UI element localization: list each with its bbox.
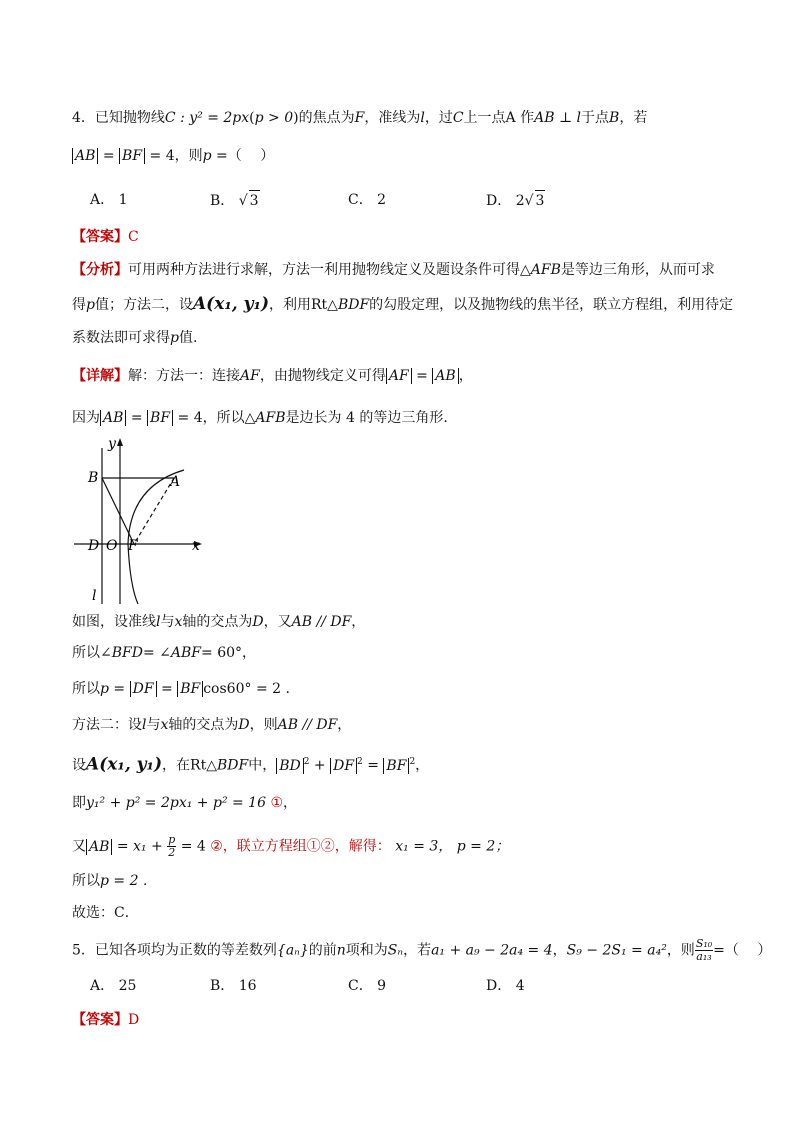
- q4-step7: 又 AB = x₁ + $\frac{p}{2}$ = 4 ②，联立方程组①②，解得： x₁ = 3， p = 2；: [72, 833, 510, 859]
- answer-blank: （ ）: [227, 148, 275, 164]
- q4-parabola-eq: C : y² = 2px: [164, 110, 250, 126]
- point-a-coords: A(x₁, y₁): [192, 294, 269, 314]
- q4-option-d: D． 2√ 3: [486, 190, 545, 211]
- q5-stem: 5．已知各项均为正数的等差数列{aₙ}的前n项和为Sₙ，若a₁ + a₉ − 2a₄ = 4，S₉ − 2S₁ = a₄²，则 $\frac{\text{S₁₀}}{\text{a₁₃}}$ =（ ）: [72, 937, 772, 963]
- answer-label: 【答案】: [72, 229, 128, 245]
- label-f: F: [128, 538, 138, 554]
- q4-stem-text: ，准线为: [364, 110, 421, 126]
- q4-detail-line2: 因为 AB = BF = 4，所以△AFB是边长为 4 的等边三角形.: [72, 410, 448, 426]
- q4-stem-text: 的焦点为: [298, 110, 355, 126]
- q4-curve: C: [452, 110, 464, 126]
- eq-4: = 4: [149, 148, 175, 164]
- detail-label: 【详解】: [72, 368, 128, 384]
- point-a-coords: A(x₁, y₁): [86, 754, 163, 775]
- label-a: A: [170, 474, 181, 490]
- q4-stem-line1: [72, 108, 647, 128]
- label-d: D: [88, 538, 100, 554]
- parabola-curve: [128, 470, 184, 604]
- q4-step9: 故选：C．: [72, 905, 139, 921]
- label-x: x: [192, 538, 200, 554]
- q4-option-a: A． 1: [90, 192, 128, 208]
- q4-step5: 设A(x₁, y₁)，在Rt△BDF中， BD $^2$ + DF $^2$ = BF $^2$，: [72, 754, 430, 775]
- label-y: y: [108, 436, 116, 452]
- abs-bf: BF: [119, 148, 145, 164]
- fraction-s10-a13: $\frac{\text{S₁₀}}{\text{a₁₃}}$: [695, 937, 713, 963]
- answer-value: D: [128, 1012, 140, 1028]
- q4-analysis-line2: 得p值；方法二，设A(x₁, y₁)，利用Rt△BDF的勾股定理，以及抛物线的焦半径，联立方程组，利用待定: [72, 294, 734, 314]
- q5-option-c: C． 9: [348, 978, 387, 994]
- q4-detail-line1: 【详解】解：方法一：连接AF，由抛物线定义可得 AF = AB ，: [72, 368, 473, 384]
- q4-step8: 所以p = 2 .: [72, 873, 148, 889]
- fraction-p-2: $\frac{p}{2}$: [168, 833, 176, 859]
- answer-label: 【答案】: [72, 1012, 128, 1028]
- q4-stem-text: ，若: [619, 110, 648, 126]
- q4-option-c: C． 2: [348, 192, 387, 208]
- segment-af: [134, 478, 174, 544]
- q5-answer-line: [72, 1010, 139, 1030]
- answer-value: C: [128, 229, 139, 245]
- q4-step2: 所以∠BFD= ∠ABF= 60°，: [72, 645, 257, 661]
- paren-left: (: [249, 110, 255, 126]
- q4-analysis-line1: 【分析】可用两种方法进行求解，方法一利用抛物线定义及题设条件可得△AFB是等边三角形，从而可求: [72, 262, 715, 278]
- q5-option-d: D． 4: [486, 978, 525, 994]
- q4-stem-text: 4．已知抛物线: [72, 110, 165, 126]
- q5-option-b: B． 16: [210, 978, 257, 994]
- analysis-label: 【分析】: [72, 262, 128, 278]
- q4-point-b: B: [609, 110, 620, 126]
- label-l: l: [92, 588, 97, 604]
- q4-step4: 方法二：设l与x轴的交点为D，则AB // DF，: [72, 717, 352, 733]
- parabola-figure: [70, 436, 210, 606]
- paren-right: ): [293, 110, 299, 126]
- q4-step3: 所以p = DF = BF cos60° = 2 .: [72, 681, 290, 697]
- abs-ab: AB: [72, 148, 98, 164]
- q4-stem-text: ，过: [424, 110, 453, 126]
- q4-step6: 即y₁² + p² = 2px₁ + p² = 16 ①，: [72, 795, 298, 811]
- q4-answer-line: [72, 227, 139, 247]
- q4-directrix: l: [420, 110, 425, 126]
- y-axis-arrow: [117, 438, 123, 446]
- label-b: B: [88, 470, 99, 486]
- q4-option-b: B． √ 3: [210, 190, 260, 211]
- p-eq: p =: [202, 148, 228, 164]
- q4-step1: 如图，设准线l与x轴的交点为D，又AB // DF，: [72, 614, 366, 630]
- q4-stem-text: ，则: [174, 148, 203, 164]
- segment-bf: [102, 478, 134, 544]
- q4-focus: F: [354, 110, 365, 126]
- q4-stem-text: 上一点A 作: [463, 110, 535, 126]
- q4-stem-text: 于点: [581, 110, 610, 126]
- q5-option-a: A． 25: [90, 978, 137, 994]
- q4-stem-line2: AB = BF = 4，则p =（ ）: [72, 146, 274, 166]
- q4-condition: p > 0: [254, 110, 294, 126]
- q4-perp: AB ⊥ l: [534, 110, 582, 126]
- q4-analysis-line3: 系数法即可求得p值.: [72, 330, 198, 346]
- label-o: O: [106, 538, 118, 554]
